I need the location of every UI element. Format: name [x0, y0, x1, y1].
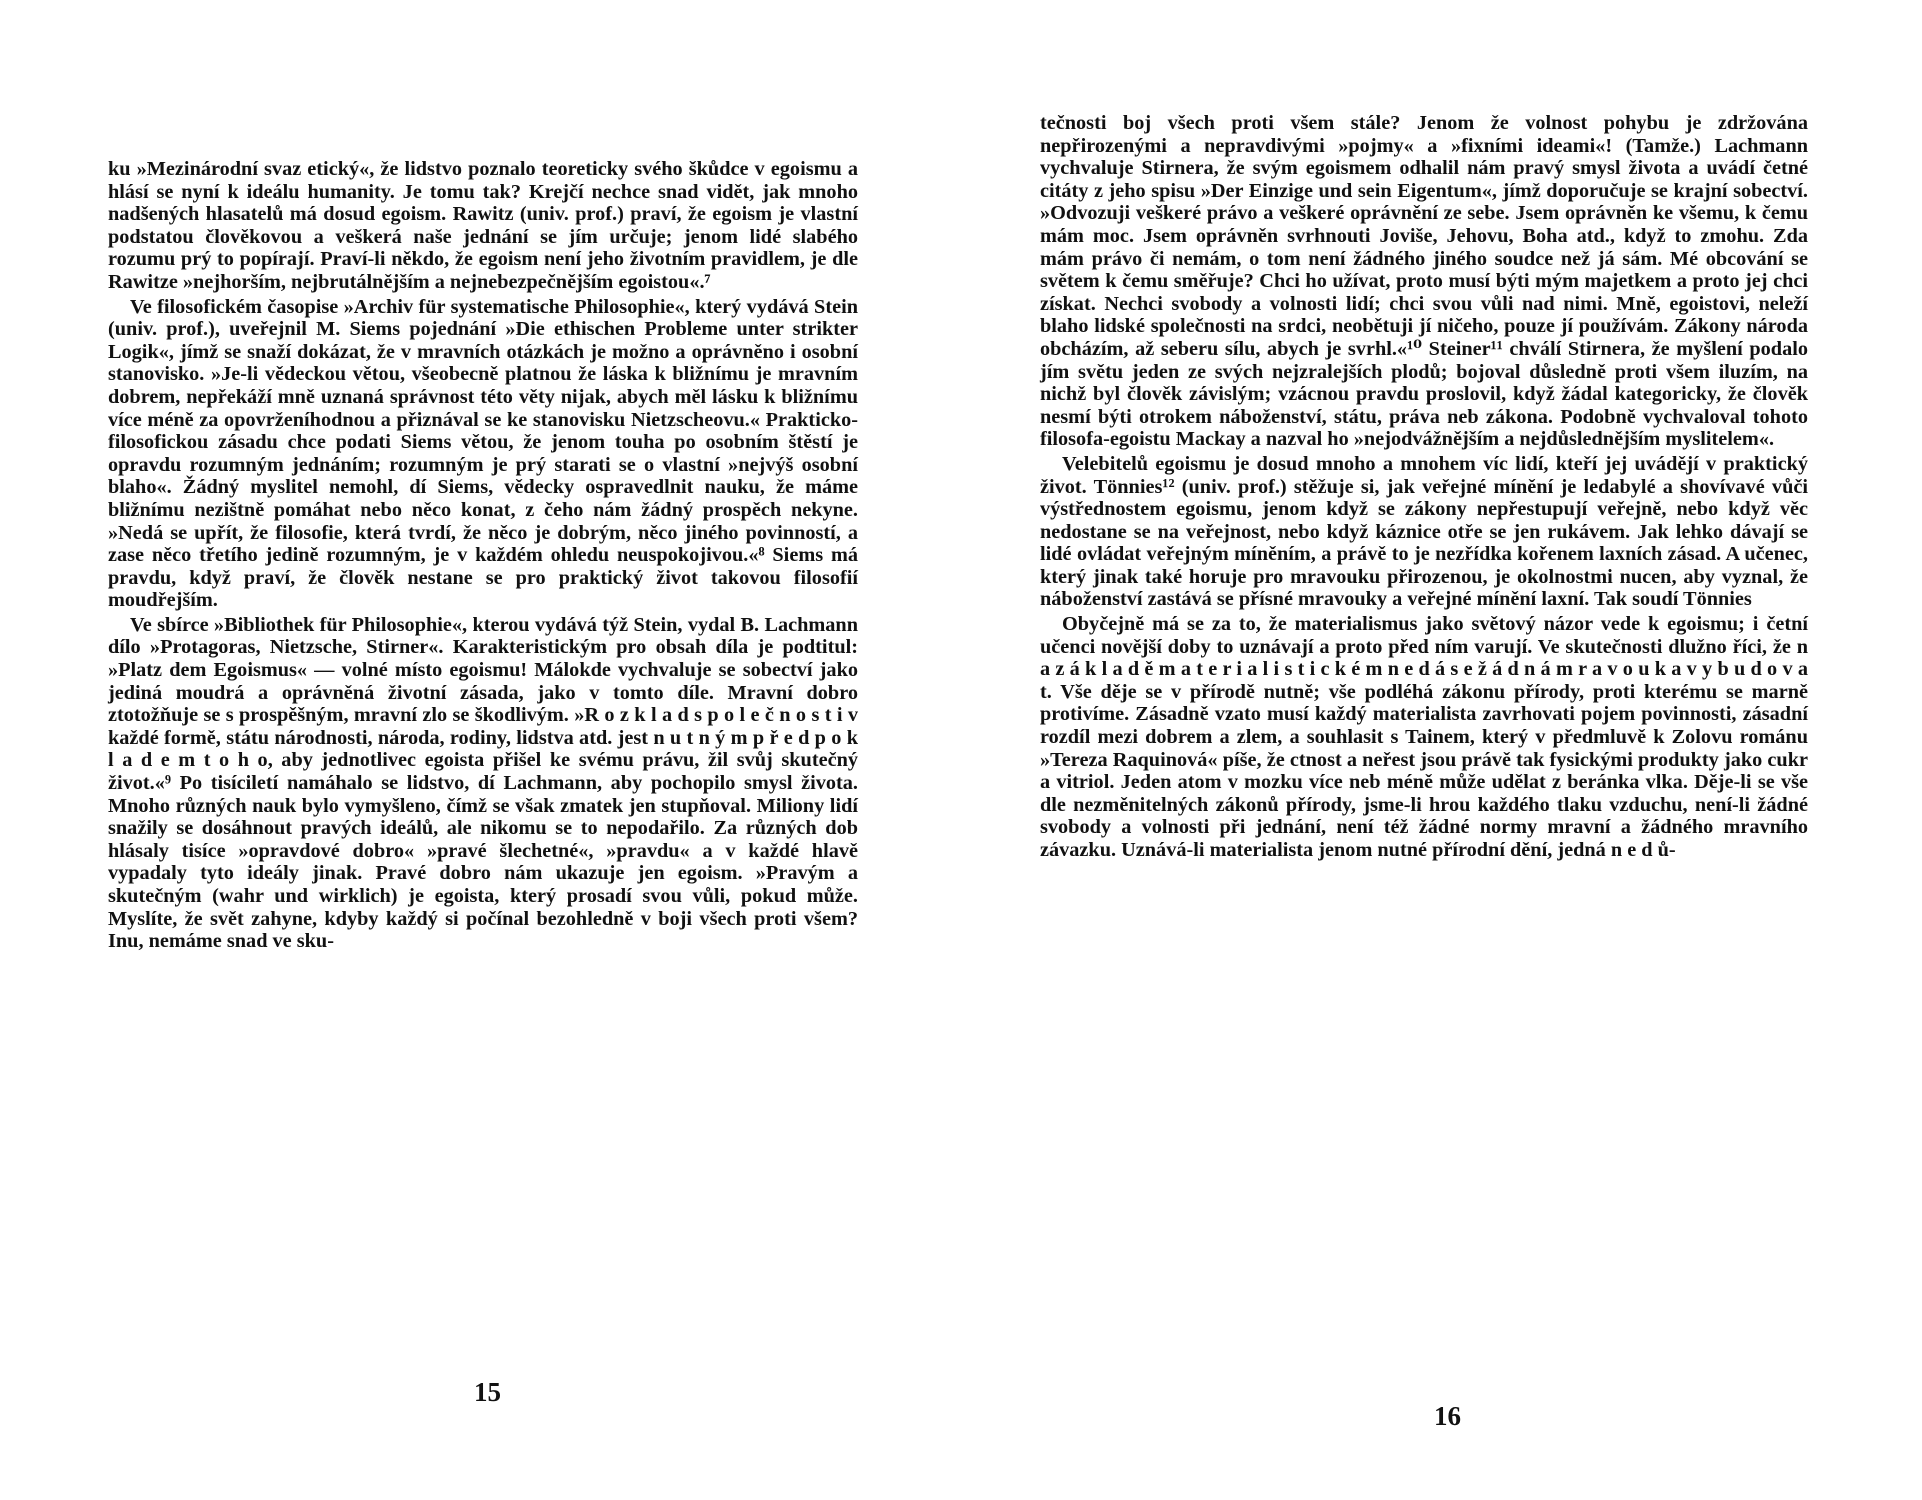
- paragraph: ku »Mezinárodní svaz etický«, že lidstvo poznalo teoreticky svého škůdce v egoismu a hlásí se nyní k ideálu humanity. Je tomu tak? Krejčí nechce snad vidět, jak mnoho nadšených hlasatelů má dosud egoism. Rawitz (univ. prof.) praví, že egoism je vlastní podstatou člověkovou a veškerá naše jednání se jím určuje; jenom lidé slabého rozumu prý to popírají. Praví-li někdo, že egoism není jeho životním pravidlem, je dle Rawitze »nejhorším, nejbrutálnějším a nejnebezpečnějším egoistou«.⁷: [108, 158, 858, 293]
- paragraph: Velebitelů egoismu je dosud mnoho a mnohem víc lidí, kteří jej uvádějí v praktický život. Tönnies¹² (univ. prof.) stěžuje si, jak veřejné mínění je ledabylé a shovívavé vůči výstřednostem egoismu, jenom když se zákony nepřestupují veřejně, nebo když věc nedostane se na veřejnost, nebo když káznice otře se jen rukávem. Jak lehko dávají se lidé ovládat veřejným míněním, a právě to je nezřídka kořenem laxních zásad. A učenec, který jinak také horuje pro mravouku přirozenou, je okolnostmi nucen, aby vyznal, že náboženství zastává se přísné mravouky a veřejné mínění laxní. Tak soudí Tönnies: [1040, 452, 1808, 611]
- left-page: [108, 158, 858, 955]
- paragraph: tečnosti boj všech proti všem stále? Jenom že volnost pohybu je zdržována nepřirozenými a nepravdivými »pojmy« a »fixními ideami«! (Tamže.) Lachmann vychvaluje Stirnera, že svým egoismem odhalil nám pravý smysl života a uvádí četné citáty z jeho spisu »Der Einzige und sein Eigentum«, jímž doporučuje se krajní sobectví. »Odvozuji veškeré právo a veškeré oprávnění ze sebe. Jsem oprávněn ke všemu, k čemu mám moc. Jsem oprávněn svrhnouti Joviše, Jehovu, Boha atd., když to zmohu. Zda mám právo či nemám, o tom není žádného jiného soudce než já sám. Mé obcování se světem k čemu směřuje? Chci ho užívat, proto musí býti mým majetkem a proto jej chci získat. Nechci svobody a volnosti lidí; chci svou vůli nad nimi. Mně, egoistovi, neleží blaho lidské společnosti na srdci, neobětuji jí ničeho, pouze jí používám. Zákony národa obcházím, až seberu sílu, abych je svrhl.«¹⁰ Steiner¹¹ chválí Stirnera, že myšlení podalo jím světu jeden ze svých nejzralejších plodů; bojoval důsledně proti všem iluzím, na nichž byl člověk závislým; vzácnou pravdu proslovil, když žádal kategoricky, že člověk nesmí býti otrokem náboženství, státu, práva neb zákona. Podobně vychvaloval tohoto filosofa-egoistu Mackay a nazval ho »nejodvážnějším a nejdůslednějším myslitelem«.: [1040, 112, 1808, 451]
- paragraph: Ve sbírce »Bibliothek für Philosophie«, kterou vydává týž Stein, vydal B. Lachmann dílo »Protagoras, Nietzsche, Stirner«. Karakteristickým pro obsah díla je podtitul: »Platz dem Egoismus« — volné místo egoismu! Málokde vychvaluje se sobectví jako jediná moudrá a oprávněná životní zásada, jako v tomto díle. Mravní dobro ztotožňuje se s prospěšným, mravní zlo se škodlivým. »R o z k l a d s p o l e č n o s t i v každé formě, státu národnosti, národa, rodiny, lidstva atd. jest n u t n ý m p ř e d p o k l a d e m t o h o, aby jednotlivec egoista přišel ke svému právu, žil svůj skutečný život.«⁹ Po tisíciletí namáhalo se lidstvo, dí Lachmann, aby pochopilo smysl života. Mnoho různých nauk bylo vymyšleno, čímž se však zmatek jen stupňoval. Miliony lidí snažily se dosáhnout pravých ideálů, ale nikomu se to nepodařilo. Za různých dob hlásaly tisíce »opravdové dobro« »pravé šlechetné«, »pravdu« a v každé hlavě vypadaly tyto ideály jinak. Pravé dobro nám ukazuje jen egoism. »Pravým a skutečným (wahr und wirklich) je egoista, který prosadí svou vůli, pokud může. Myslíte, že svět zahyne, kdyby každý si počínal bezohledně v boji všech proti všem? Inu, nemáme snad ve sku-: [108, 613, 858, 953]
- paragraph: Obyčejně má se za to, že materialismus jako světový názor vede k egoismu; i četní učenci novější doby to uznávají a proto před ním varují. Ve skutečnosti dlužno říci, že n a z á k l a d ě m a t e r i a l i s t i c k é m n e d á s e ž á d n á m r a v o u k a v y b u d o v a t. Vše děje se v přírodě nutně; vše podléhá zákonu přírody, proti kterému se marně protivíme. Zásadně vzato musí každý materialista zavrhovati pojem povinnosti, zásadní rozdíl mezi dobrem a zlem, a souhlasit s Tainem, který v předmluvě k Zolovu románu »Tereza Raquinová« píše, že ctnost a neřest jsou právě tak fysickými produkty jako cukr a vitriol. Jeden atom v mozku více neb méně může udělat z beránka vlka. Děje-li se vše dle nezměnitelných zákonů přírody, jsme-li hrou každého tlaku vzduchu, není-li žádné svobody a volnosti při jednání, není též žádné normy mravní a žádného mravního závazku. Uznává-li materialista jenom nutné přírodní dění, jedná n e d ů-: [1040, 613, 1808, 861]
- page-number: 15: [474, 1377, 501, 1407]
- right-page: [1040, 112, 1808, 864]
- paragraph: Ve filosofickém časopise »Archiv für systematische Philosophie«, který vydává Stein (univ. prof.), uveřejnil M. Siems pojednání »Die ethischen Probleme unter strikter Logik«, jímž se snaží dokázat, že v mravních otázkách je možno a oprávněno i osobní stanovisko. »Je-li vědeckou větou, všeobecně platnou že láska k bližnímu je mravním dobrem, nepřekáží mně uznaná správnost této věty nijak, abych měl lásku k bližnímu více méně za opovrženíhodnou a přiznával se ke stanovisku Nietzscheovu.« Prakticko-filosofickou zásadu chce podati Siems větou, že jenom touha po osobním štěstí je opravdu rozumným jednáním; rozumným je prý starati se o vlastní »nejvýš osobní blaho«. Žádný myslitel nemohl, dí Siems, vědecky ospravedlnit nauku, že máme bližnímu nezištně pomáhat nebo něco konat, z čeho nám žádný prospěch nekyne. »Nedá se upřít, že filosofie, která tvrdí, že něco je dobrým, něco jiného povinností, a zase něco třetího jedině rozumným, je v každém ohledu neuspokojivou.«⁸ Siems má pravdu, když praví, že člověk nestane se pro praktický život takovou filosofií moudřejším.: [108, 295, 858, 612]
- page-number: 16: [1434, 1401, 1461, 1431]
